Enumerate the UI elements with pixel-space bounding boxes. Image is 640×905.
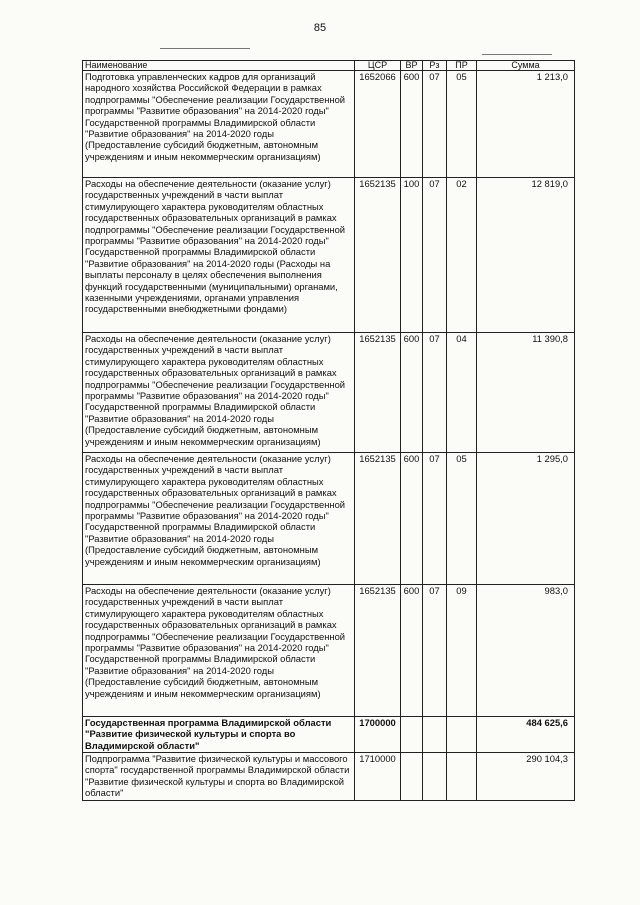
cell-vr: 100 <box>401 178 423 333</box>
table-row <box>83 178 575 333</box>
column-header-csr: ЦСР <box>355 61 401 71</box>
cell-csr: 1710000 <box>355 753 401 801</box>
cell-sum: 12 819,0 <box>477 178 575 333</box>
cell-name: Расходы на обеспечение деятельности (оказание услуг) государственных учреждений в части выплат стимулирующего характера руководителям областных государственных образовательных организаций в рамках подпрограммы "Обеспечение реализации Государственной программы "Развитие образования" на 2014-2020 годы" Государственной программы Владимирской области "Развитие образования" на 2014-2020 годы (Предоставление субсидий бюджетным, автономным учреждениям и иным некоммерческим организациям) <box>83 453 355 585</box>
cell-pr: 05 <box>447 71 477 178</box>
column-header-vr: ВР <box>401 61 423 71</box>
cell-sum: 1 295,0 <box>477 453 575 585</box>
cell-sum: 983,0 <box>477 585 575 717</box>
cell-pr: 09 <box>447 585 477 717</box>
table-header-row <box>83 61 575 71</box>
table-row <box>83 71 575 178</box>
table-body <box>83 71 575 801</box>
table-row <box>83 333 575 453</box>
budget-table <box>82 60 575 801</box>
page-number: 85 <box>313 22 327 34</box>
column-header-pr: ПР <box>447 61 477 71</box>
cell-rz: 07 <box>423 333 447 453</box>
cell-csr: 1652066 <box>355 71 401 178</box>
cell-name: Расходы на обеспечение деятельности (оказание услуг) государственных учреждений в части выплат стимулирующего характера руководителям областных государственных образовательных организаций в рамках подпрограммы "Обеспечение реализации Государственной программы "Развитие образования" на 2014-2020 годы" Государственной программы Владимирской области "Развитие образования" на 2014-2020 годы (Предоставление субсидий бюджетным, автономным учреждениям и иным некоммерческим организациям) <box>83 585 355 717</box>
cell-vr: 600 <box>401 333 423 453</box>
cell-sum: 290 104,3 <box>477 753 575 801</box>
cell-vr: 600 <box>401 453 423 585</box>
cell-vr: 600 <box>401 71 423 178</box>
cell-vr <box>401 717 423 753</box>
cell-rz: 07 <box>423 178 447 333</box>
cell-sum: 11 390,8 <box>477 333 575 453</box>
scan-artifact-line <box>160 48 250 49</box>
cell-rz: 07 <box>423 453 447 585</box>
cell-vr: 600 <box>401 585 423 717</box>
cell-name: Подпрограмма "Развитие физической культуры и массового спорта" государственной программы Владимирской области "Развитие физической культуры и спорта во Владимирской области" <box>83 753 355 801</box>
cell-name: Расходы на обеспечение деятельности (оказание услуг) государственных учреждений в части выплат стимулирующего характера руководителям областных государственных образовательных организаций в рамках подпрограммы "Обеспечение реализации Государственной программы "Развитие образования" на 2014-2020 годы" Государственной программы Владимирской области "Развитие образования" на 2014-2020 годы (Расходы на выплаты персоналу в целях обеспечения выполнения функций государственными (муниципальными) органами, казенными учреждениями, органами управления государственными внебюджетными фондами) <box>83 178 355 333</box>
cell-pr: 05 <box>447 453 477 585</box>
table-row <box>83 717 575 753</box>
cell-rz: 07 <box>423 71 447 178</box>
cell-sum: 1 213,0 <box>477 71 575 178</box>
cell-sum: 484 625,6 <box>477 717 575 753</box>
table-row <box>83 753 575 801</box>
column-header-sum: Сумма <box>477 61 575 71</box>
cell-csr: 1652135 <box>355 333 401 453</box>
cell-name: Подготовка управленческих кадров для организаций народного хозяйства Российской Федерации в рамках подпрограммы "Обеспечение реализации Государственной программы "Развитие образования" на 2014-2020 годы" Государственной программы Владимирской области "Развитие образования" на 2014-2020 годы (Предоставление субсидий бюджетным, автономным учреждениям и иным некоммерческим организациям) <box>83 71 355 178</box>
cell-csr: 1700000 <box>355 717 401 753</box>
cell-name: Государственная программа Владимирской области "Развитие физической культуры и спорта во Владимирской области" <box>83 717 355 753</box>
cell-rz: 07 <box>423 585 447 717</box>
cell-csr: 1652135 <box>355 178 401 333</box>
cell-pr: 02 <box>447 178 477 333</box>
table-row <box>83 453 575 585</box>
column-header-name: Наименование <box>83 61 355 71</box>
column-header-rz: Рз <box>423 61 447 71</box>
scan-artifact-line <box>482 54 552 55</box>
cell-pr <box>447 753 477 801</box>
cell-csr: 1652135 <box>355 453 401 585</box>
cell-rz <box>423 753 447 801</box>
table-row <box>83 585 575 717</box>
cell-name: Расходы на обеспечение деятельности (оказание услуг) государственных учреждений в части выплат стимулирующего характера руководителям областных государственных образовательных организаций в рамках подпрограммы "Обеспечение реализации Государственной программы "Развитие образования" на 2014-2020 годы" Государственной программы Владимирской области "Развитие образования" на 2014-2020 годы (Предоставление субсидий бюджетным, автономным учреждениям и иным некоммерческим организациям) <box>83 333 355 453</box>
cell-vr <box>401 753 423 801</box>
cell-pr: 04 <box>447 333 477 453</box>
cell-pr <box>447 717 477 753</box>
cell-csr: 1652135 <box>355 585 401 717</box>
cell-rz <box>423 717 447 753</box>
